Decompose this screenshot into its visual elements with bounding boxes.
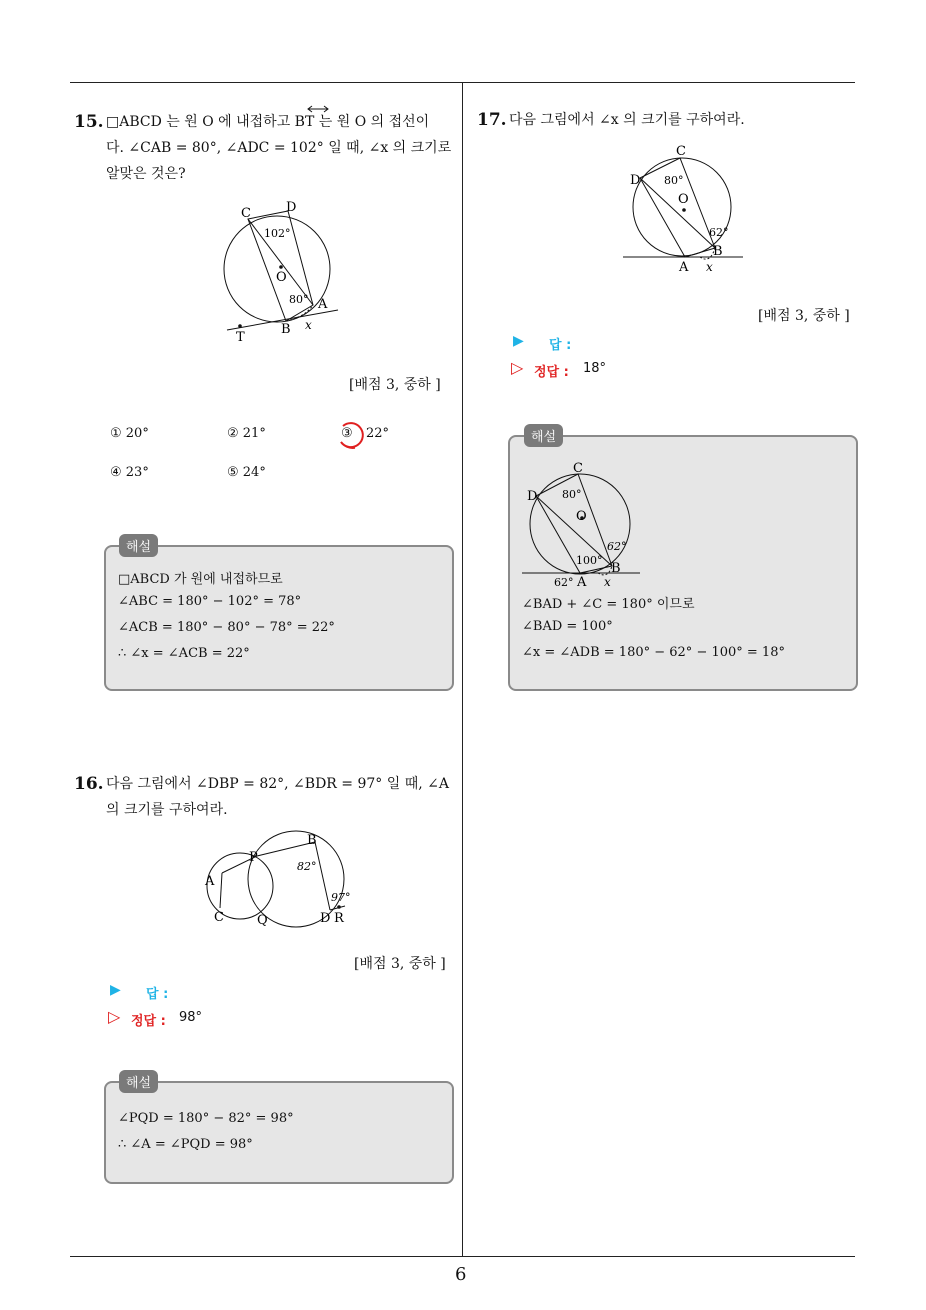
q17-fig-x: x <box>706 260 713 274</box>
q17-score: [배점 3, 중하 ] <box>758 308 850 324</box>
q15-choice-3[interactable]: ③ <box>341 426 353 441</box>
q17-explanation-tag: 해설 <box>524 424 563 447</box>
q17-fig-D: D <box>630 173 641 188</box>
page-number: 6 <box>455 1264 467 1285</box>
q16-expl-line1: ∠PQD = 180° − 82° = 98° <box>118 1111 294 1126</box>
q15-line3: 알맞은 것은? <box>106 166 186 182</box>
q16-fig-R: R <box>334 911 344 926</box>
q16-line2: 의 크기를 구하여라. <box>106 802 228 818</box>
q15-figure <box>220 195 345 345</box>
q17-fig-C: C <box>676 144 686 159</box>
q16-explanation-box <box>104 1081 454 1184</box>
q15-fig-C: C <box>241 206 251 221</box>
q16-number: 16. <box>74 774 104 794</box>
q15-explanation-box <box>104 545 454 691</box>
q15-choice-3-value: 22° <box>366 426 390 441</box>
q15-fig-102: 102° <box>264 227 291 240</box>
q16-fig-D: D <box>320 911 331 926</box>
q17-expl-fig-B: B <box>611 561 621 576</box>
q17-correct-label: 정답 : <box>534 365 569 380</box>
q17-explanation-figure <box>520 458 645 590</box>
q15-expl-line1: □ABCD 가 원에 내접하므로 <box>118 572 283 587</box>
q17-correct-value: 18° <box>583 361 607 376</box>
q16-line1: 다음 그림에서 ∠DBP = 82°, ∠BDR = 97° 일 때, ∠A <box>106 776 449 792</box>
q16-fig-B: B <box>307 833 317 848</box>
bottom-rule <box>70 1256 855 1257</box>
q16-fig-C: C <box>214 910 224 925</box>
q17-expl-fig-62: 62° <box>607 540 627 553</box>
q15-fig-80: 80° <box>289 293 309 306</box>
q15-fig-A: A <box>318 297 328 312</box>
q15-line2: 다. ∠CAB = 80°, ∠ADC = 102° 일 때, ∠x 의 크기로 <box>106 140 452 156</box>
q16-fig-82: 82° <box>297 860 317 873</box>
q16-expl-line2: ∴ ∠A = ∠PQD = 98° <box>118 1137 253 1152</box>
q15-expl-line2: ∠ABC = 180° − 102° = 78° <box>118 594 302 609</box>
q16-correct-value: 98° <box>179 1010 203 1025</box>
q15-expl-line3: ∠ACB = 180° − 80° − 78° = 22° <box>118 620 335 635</box>
q17-expl-fig-62b: 62° <box>554 576 574 589</box>
q17-expl-fig-A: A <box>577 575 587 590</box>
q17-figure <box>620 140 750 275</box>
q17-expl-fig-D: D <box>527 489 538 504</box>
q15-explanation-tag: 해설 <box>119 534 158 557</box>
q15-fig-T: T <box>236 330 245 345</box>
column-divider <box>462 82 463 1257</box>
outline-triangle-icon: ▷ <box>511 358 524 377</box>
q17-expl-fig-O: O <box>576 509 587 524</box>
q16-fig-97: 97° <box>331 891 351 904</box>
play-arrow-icon: ▶ <box>513 333 524 349</box>
q16-correct-label: 정답 : <box>131 1014 166 1029</box>
outline-triangle-icon: ▷ <box>108 1007 121 1026</box>
q15-fig-D: D <box>286 200 297 215</box>
q15-choice-2[interactable]: ② 21° <box>227 426 266 441</box>
q17-fig-62: 62° <box>709 226 729 239</box>
q17-expl-fig-100: 100° <box>576 554 603 567</box>
play-arrow-icon: ▶ <box>110 982 121 998</box>
q17-fig-A: A <box>679 260 689 275</box>
q16-fig-Q: Q <box>257 913 268 928</box>
q15-line1: □ABCD 는 원 O 에 내접하고 BT 는 원 O 의 접선이 <box>106 114 430 130</box>
q15-choice-4[interactable]: ④ 23° <box>110 465 149 480</box>
q17-expl-line2: ∠BAD = 100° <box>522 619 613 634</box>
q17-expl-fig-C: C <box>573 461 583 476</box>
q17-expl-fig-80: 80° <box>562 488 582 501</box>
q17-expl-line3: ∠x = ∠ADB = 180° − 62° − 100° = 18° <box>522 645 785 660</box>
q17-circle <box>633 158 731 256</box>
bt-line-arrow-icon <box>306 104 330 114</box>
q15-number: 15. <box>74 112 104 132</box>
q17-expl-fig-x: x <box>604 575 611 589</box>
q15-expl-line4: ∴ ∠x = ∠ACB = 22° <box>118 646 250 661</box>
q17-fig-B: B <box>713 244 723 259</box>
q15-choice-1[interactable]: ① 20° <box>110 426 149 441</box>
q17-line1: 다음 그림에서 ∠x 의 크기를 구하여라. <box>509 112 745 128</box>
q17-fig-80: 80° <box>664 174 684 187</box>
q16-answer-label: 답 : <box>146 987 169 1002</box>
q15-fig-x: x <box>305 318 312 332</box>
q15-choice-5[interactable]: ⑤ 24° <box>227 465 266 480</box>
q16-fig-P: P <box>249 850 258 865</box>
q16-explanation-tag: 해설 <box>119 1070 158 1093</box>
q16-figure <box>200 828 360 928</box>
q16-fig-A: A <box>205 874 215 889</box>
q17-number: 17. <box>477 110 507 130</box>
q15-score: [배점 3, 중하 ] <box>349 377 441 393</box>
q17-expl-line1: ∠BAD + ∠C = 180° 이므로 <box>522 597 695 612</box>
q17-answer-label: 답 : <box>549 338 572 353</box>
q17-fig-O: O <box>678 192 689 207</box>
q16-score: [배점 3, 중하 ] <box>354 956 446 972</box>
q15-fig-B: B <box>281 322 291 337</box>
q15-fig-O: O <box>276 270 287 285</box>
